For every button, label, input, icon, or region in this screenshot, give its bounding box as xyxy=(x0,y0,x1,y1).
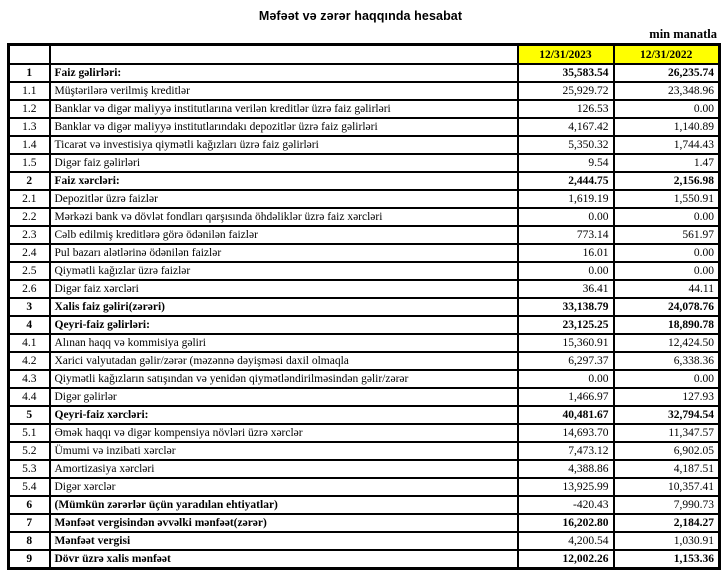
row-value-2022-cell: 0.00 xyxy=(614,370,720,388)
row-value-2023-cell: 12,002.26 xyxy=(518,550,614,569)
report-title: Məfəət və zərər haqqında hesabat xyxy=(258,9,463,23)
row-value-2023-cell: 1,466.97 xyxy=(518,388,614,406)
row-label-cell: Faiz xərcləri: xyxy=(50,172,518,190)
row-number-cell: 2.1 xyxy=(9,190,50,208)
table-row xyxy=(9,190,720,208)
row-label-cell: Digər faiz xərcləri xyxy=(50,280,518,298)
row-value-2022-cell: 1,153.36 xyxy=(614,550,720,569)
row-label-cell: Dövr üzrə xalis mənfəət xyxy=(50,550,518,569)
row-number-cell: 5.4 xyxy=(9,478,50,496)
table-row xyxy=(9,478,720,496)
row-number-cell: 2 xyxy=(9,172,50,190)
row-value-2022-cell: 0.00 xyxy=(614,244,720,262)
row-number-cell: 5.2 xyxy=(9,442,50,460)
row-value-2022-cell: 561.97 xyxy=(614,226,720,244)
row-number-cell: 4.1 xyxy=(9,334,50,352)
row-label-cell: Cəlb edilmiş kreditlərə görə ödənilən faizlər xyxy=(50,226,518,244)
row-label-cell: Depozitlər üzrə faizlər xyxy=(50,190,518,208)
row-label-cell: Ümumi və inzibati xərclər xyxy=(50,442,518,460)
row-value-2023-cell: 36.41 xyxy=(518,280,614,298)
row-number-cell: 4.4 xyxy=(9,388,50,406)
row-number-cell: 2.5 xyxy=(9,262,50,280)
row-value-2022-cell: 0.00 xyxy=(614,262,720,280)
row-value-2022-cell: 1,030.91 xyxy=(614,532,720,550)
row-value-2023-cell: 4,388.86 xyxy=(518,460,614,478)
table-row xyxy=(9,82,720,100)
row-label-cell: Banklar və digər maliyyə institutlarına verilən kreditlər üzrə faiz gəlirləri xyxy=(50,100,518,118)
header-empty-label-cell xyxy=(50,45,518,65)
row-value-2023-cell: -420.43 xyxy=(518,496,614,514)
row-value-2023-cell: 6,297.37 xyxy=(518,352,614,370)
row-number-cell: 9 xyxy=(9,550,50,569)
row-value-2023-cell: 773.14 xyxy=(518,226,614,244)
row-number-cell: 8 xyxy=(9,532,50,550)
row-label-cell: Digər gəlirlər xyxy=(50,388,518,406)
row-number-cell: 2.6 xyxy=(9,280,50,298)
row-label-cell: Əmək haqqı və digər kompensiya növləri üzrə xərclər xyxy=(50,424,518,442)
row-label-cell: Mənfəət vergisi xyxy=(50,532,518,550)
row-value-2023-cell: 126.53 xyxy=(518,100,614,118)
row-value-2023-cell: 15,360.91 xyxy=(518,334,614,352)
table-row xyxy=(9,100,720,118)
row-label-cell: Mərkəzi bank və dövlət fondları qarşısında öhdəliklər üzrə faiz xərcləri xyxy=(50,208,518,226)
row-label-cell: Mənfəət vergisindən əvvəlki mənfəət(zərər) xyxy=(50,514,518,532)
row-value-2023-cell: 1,619.19 xyxy=(518,190,614,208)
row-value-2023-cell: 4,200.54 xyxy=(518,532,614,550)
row-value-2022-cell: 4,187.51 xyxy=(614,460,720,478)
table-row xyxy=(9,442,720,460)
table-row xyxy=(9,406,720,424)
table-row xyxy=(9,460,720,478)
row-number-cell: 2.4 xyxy=(9,244,50,262)
row-value-2022-cell: 32,794.54 xyxy=(614,406,720,424)
row-number-cell: 5 xyxy=(9,406,50,424)
row-label-cell: Xalis faiz gəliri(zərəri) xyxy=(50,298,518,316)
row-value-2023-cell: 2,444.75 xyxy=(518,172,614,190)
row-value-2023-cell: 0.00 xyxy=(518,208,614,226)
column-header-2023: 12/31/2023 xyxy=(518,45,614,65)
row-number-cell: 4 xyxy=(9,316,50,334)
table-row xyxy=(9,118,720,136)
profit-loss-table xyxy=(7,43,721,570)
row-label-cell: Qeyri-faiz gəlirləri: xyxy=(50,316,518,334)
row-value-2022-cell: 0.00 xyxy=(614,100,720,118)
row-value-2023-cell: 7,473.12 xyxy=(518,442,614,460)
row-label-cell: Müştərilərə verilmiş kreditlər xyxy=(50,82,518,100)
row-value-2022-cell: 1,744.43 xyxy=(614,136,720,154)
row-number-cell: 7 xyxy=(9,514,50,532)
table-header-row xyxy=(9,45,720,65)
table-row xyxy=(9,172,720,190)
row-number-cell: 2.2 xyxy=(9,208,50,226)
row-number-cell: 2.3 xyxy=(9,226,50,244)
row-label-cell: Amortizasiya xərcləri xyxy=(50,460,518,478)
column-header-2022: 12/31/2022 xyxy=(614,45,720,65)
row-value-2022-cell: 6,338.36 xyxy=(614,352,720,370)
row-label-cell: Xarici valyutadan gəlir/zərər (məzənnə dəyişməsi daxil olmaqla xyxy=(50,352,518,370)
row-value-2023-cell: 14,693.70 xyxy=(518,424,614,442)
table-row xyxy=(9,352,720,370)
row-value-2022-cell: 1.47 xyxy=(614,154,720,172)
row-value-2022-cell: 2,156.98 xyxy=(614,172,720,190)
row-label-cell: (Mümkün zərərlər üçün yaradılan ehtiyatlar) xyxy=(50,496,518,514)
table-row xyxy=(9,370,720,388)
row-label-cell: Qiymətli kağızların satışından və yenidən qiymətləndirilməsindən gəlir/zərər xyxy=(50,370,518,388)
table-row xyxy=(9,136,720,154)
row-value-2022-cell: 0.00 xyxy=(614,208,720,226)
table-row xyxy=(9,262,720,280)
row-value-2023-cell: 23,125.25 xyxy=(518,316,614,334)
row-value-2022-cell: 18,890.78 xyxy=(614,316,720,334)
table-row xyxy=(9,64,720,82)
row-value-2023-cell: 0.00 xyxy=(518,262,614,280)
row-value-2023-cell: 9.54 xyxy=(518,154,614,172)
table-row xyxy=(9,388,720,406)
table-row xyxy=(9,550,720,569)
row-value-2022-cell: 10,357.41 xyxy=(614,478,720,496)
row-number-cell: 3 xyxy=(9,298,50,316)
table-row xyxy=(9,280,720,298)
header-empty-number-cell xyxy=(9,45,50,65)
row-label-cell: Pul bazarı alətlərinə ödənilən faizlər xyxy=(50,244,518,262)
row-label-cell: Digər faiz gəlirləri xyxy=(50,154,518,172)
row-label-cell: Digər xərclər xyxy=(50,478,518,496)
row-number-cell: 1.1 xyxy=(9,82,50,100)
row-value-2022-cell: 6,902.05 xyxy=(614,442,720,460)
row-value-2023-cell: 13,925.99 xyxy=(518,478,614,496)
table-row xyxy=(9,244,720,262)
table-row xyxy=(9,208,720,226)
table-row xyxy=(9,496,720,514)
row-number-cell: 6 xyxy=(9,496,50,514)
row-value-2023-cell: 0.00 xyxy=(518,370,614,388)
row-value-2023-cell: 35,583.54 xyxy=(518,64,614,82)
row-value-2022-cell: 26,235.74 xyxy=(614,64,720,82)
table-row xyxy=(9,316,720,334)
row-label-cell: Qeyri-faiz xərcləri: xyxy=(50,406,518,424)
row-value-2022-cell: 11,347.57 xyxy=(614,424,720,442)
row-value-2022-cell: 1,140.89 xyxy=(614,118,720,136)
table-row xyxy=(9,226,720,244)
row-value-2022-cell: 1,550.91 xyxy=(614,190,720,208)
row-value-2023-cell: 33,138.79 xyxy=(518,298,614,316)
row-value-2022-cell: 2,184.27 xyxy=(614,514,720,532)
row-value-2022-cell: 7,990.73 xyxy=(614,496,720,514)
row-value-2022-cell: 12,424.50 xyxy=(614,334,720,352)
row-number-cell: 5.3 xyxy=(9,460,50,478)
row-number-cell: 1.2 xyxy=(9,100,50,118)
table-row xyxy=(9,154,720,172)
row-value-2023-cell: 16,202.80 xyxy=(518,514,614,532)
row-value-2022-cell: 23,348.96 xyxy=(614,82,720,100)
row-value-2023-cell: 5,350.32 xyxy=(518,136,614,154)
row-value-2023-cell: 40,481.67 xyxy=(518,406,614,424)
row-value-2023-cell: 4,167.42 xyxy=(518,118,614,136)
row-value-2023-cell: 25,929.72 xyxy=(518,82,614,100)
row-number-cell: 1.3 xyxy=(9,118,50,136)
row-label-cell: Banklar və digər maliyyə institutlarındakı depozitlər üzrə faiz gəlirləri xyxy=(50,118,518,136)
table-row xyxy=(9,298,720,316)
row-value-2023-cell: 16.01 xyxy=(518,244,614,262)
row-number-cell: 4.2 xyxy=(9,352,50,370)
row-number-cell: 1.5 xyxy=(9,154,50,172)
row-label-cell: Faiz gəlirləri: xyxy=(50,64,518,82)
table-row xyxy=(9,514,720,532)
table-row xyxy=(9,532,720,550)
row-label-cell: Alınan haqq və kommisiya gəliri xyxy=(50,334,518,352)
row-number-cell: 5.1 xyxy=(9,424,50,442)
row-value-2022-cell: 44.11 xyxy=(614,280,720,298)
table-row xyxy=(9,424,720,442)
row-number-cell: 1 xyxy=(9,64,50,82)
unit-note: min manatla xyxy=(649,27,717,41)
row-number-cell: 4.3 xyxy=(9,370,50,388)
pl-table-body xyxy=(9,45,720,569)
row-number-cell: 1.4 xyxy=(9,136,50,154)
row-value-2022-cell: 127.93 xyxy=(614,388,720,406)
row-label-cell: Ticarət və investisiya qiymətli kağızları üzrə faiz gəlirləri xyxy=(50,136,518,154)
row-value-2022-cell: 24,078.76 xyxy=(614,298,720,316)
table-row xyxy=(9,334,720,352)
row-label-cell: Qiymətli kağızlar üzrə faizlər xyxy=(50,262,518,280)
